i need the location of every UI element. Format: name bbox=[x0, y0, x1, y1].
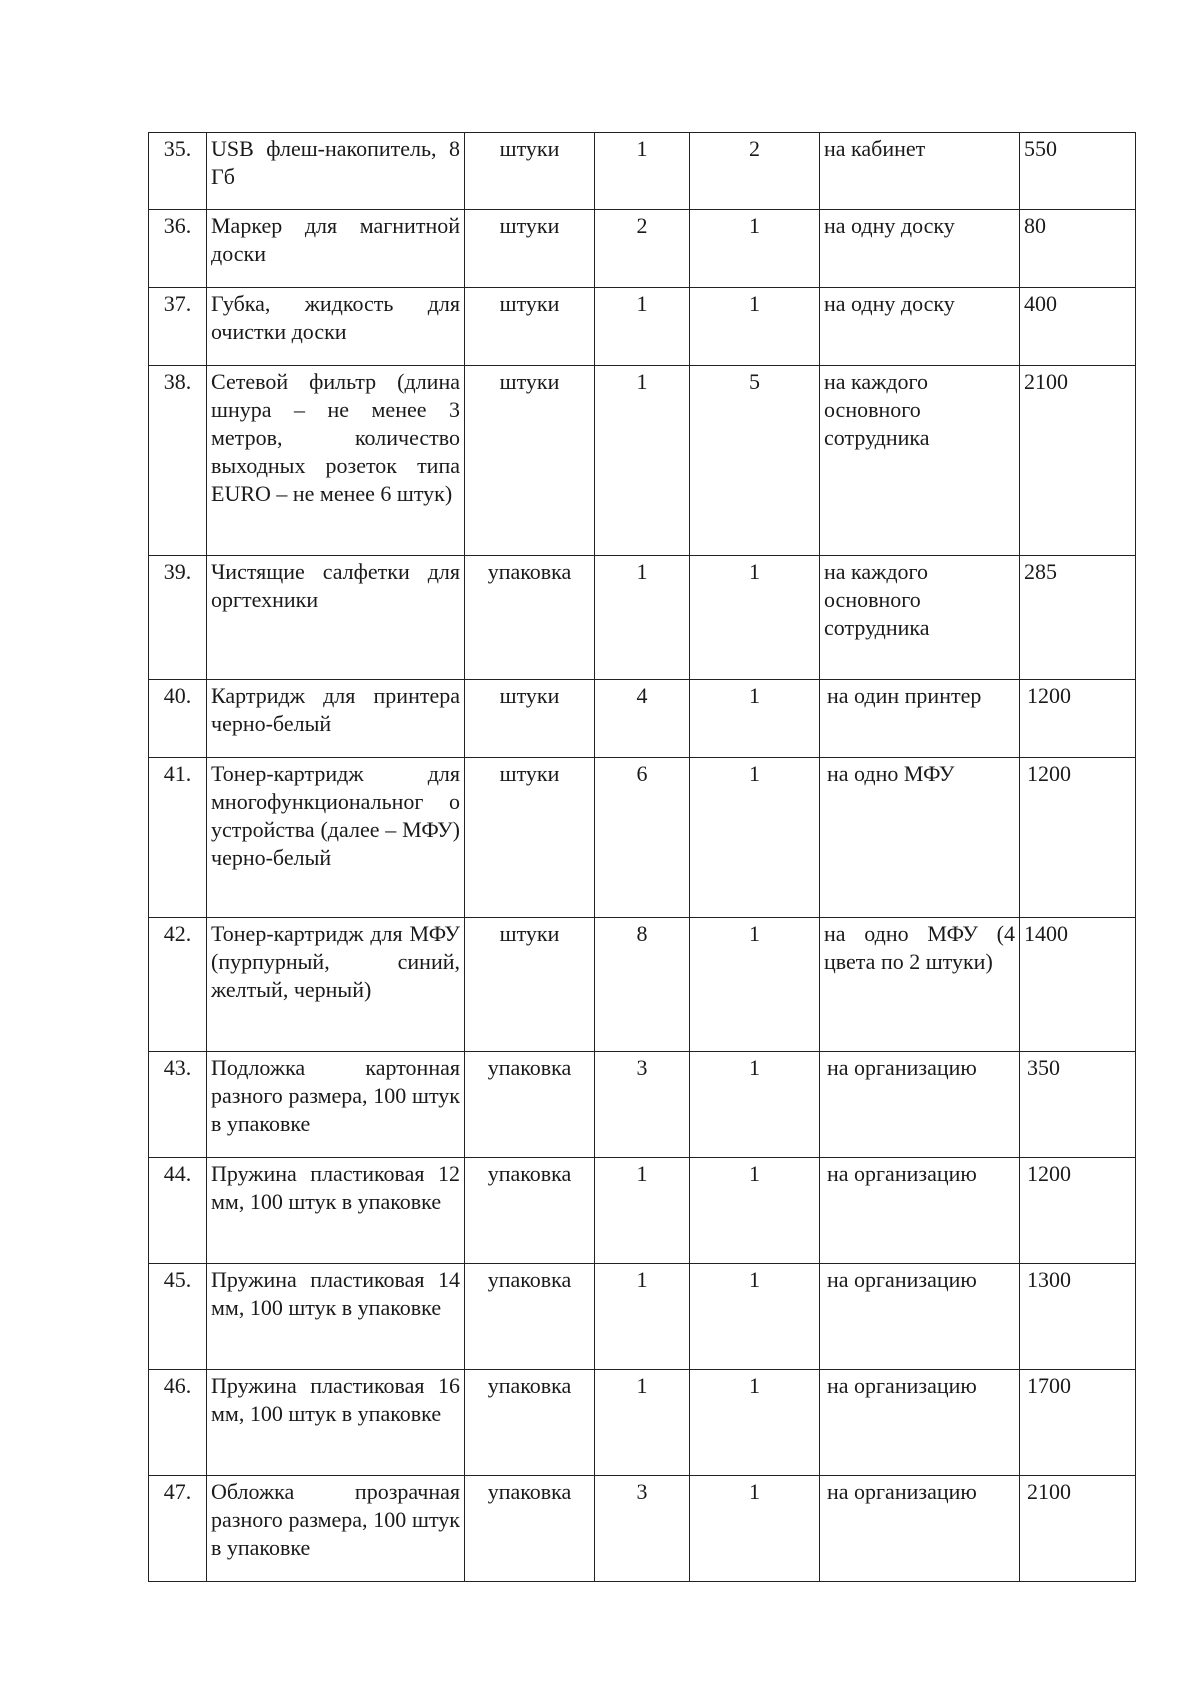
item-price: 350 bbox=[1020, 1052, 1136, 1158]
item-norm: на организацию bbox=[820, 1052, 1020, 1158]
item-unit: штуки bbox=[465, 918, 595, 1052]
table-row bbox=[149, 288, 1136, 366]
item-name: Тонер-картридж для многофункциональног о устройства (далее – МФУ) черно-белый bbox=[207, 758, 465, 918]
item-term: 1 bbox=[690, 1052, 820, 1158]
table-row bbox=[149, 1476, 1136, 1582]
table-row bbox=[149, 680, 1136, 758]
item-unit: штуки bbox=[465, 288, 595, 366]
row-number: 36. bbox=[149, 210, 207, 288]
item-name: Губка, жидкость для очистки доски bbox=[207, 288, 465, 366]
table-row bbox=[149, 1264, 1136, 1370]
item-unit: упаковка bbox=[465, 556, 595, 680]
item-term: 1 bbox=[690, 210, 820, 288]
item-unit: штуки bbox=[465, 210, 595, 288]
item-quantity: 2 bbox=[595, 210, 690, 288]
row-number: 41. bbox=[149, 758, 207, 918]
item-name: Тонер-картридж для МФУ (пурпурный, синий, желтый, черный) bbox=[207, 918, 465, 1052]
item-unit: упаковка bbox=[465, 1158, 595, 1264]
item-unit: упаковка bbox=[465, 1476, 595, 1582]
item-name: Маркер для магнитной доски bbox=[207, 210, 465, 288]
item-name: Обложка прозрачная разного размера, 100 штук в упаковке bbox=[207, 1476, 465, 1582]
row-number: 38. bbox=[149, 366, 207, 556]
item-name: Пружина пластиковая 12 мм, 100 штук в упаковке bbox=[207, 1158, 465, 1264]
row-number: 39. bbox=[149, 556, 207, 680]
item-name: Подложка картонная разного размера, 100 штук в упаковке bbox=[207, 1052, 465, 1158]
row-number: 45. bbox=[149, 1264, 207, 1370]
table-row bbox=[149, 556, 1136, 680]
table-row bbox=[149, 1052, 1136, 1158]
item-price: 550 bbox=[1020, 133, 1136, 210]
table-row bbox=[149, 366, 1136, 556]
row-number: 47. bbox=[149, 1476, 207, 1582]
item-price: 2100 bbox=[1020, 366, 1136, 556]
item-quantity: 1 bbox=[595, 1370, 690, 1476]
item-quantity: 3 bbox=[595, 1476, 690, 1582]
item-quantity: 6 bbox=[595, 758, 690, 918]
item-price: 400 bbox=[1020, 288, 1136, 366]
item-norm: на один принтер bbox=[820, 680, 1020, 758]
item-norm: на одно МФУ (4 цвета по 2 штуки) bbox=[820, 918, 1020, 1052]
item-term: 2 bbox=[690, 133, 820, 210]
item-norm: на организацию bbox=[820, 1264, 1020, 1370]
item-price: 1200 bbox=[1020, 1158, 1136, 1264]
item-price: 1700 bbox=[1020, 1370, 1136, 1476]
table-row bbox=[149, 918, 1136, 1052]
table-row bbox=[149, 1370, 1136, 1476]
item-term: 1 bbox=[690, 1370, 820, 1476]
table-row bbox=[149, 210, 1136, 288]
item-quantity: 1 bbox=[595, 288, 690, 366]
item-unit: упаковка bbox=[465, 1370, 595, 1476]
row-number: 46. bbox=[149, 1370, 207, 1476]
item-term: 1 bbox=[690, 556, 820, 680]
table-row bbox=[149, 133, 1136, 210]
item-norm: на каждого основного сотрудника bbox=[820, 556, 1020, 680]
item-norm: на организацию bbox=[820, 1370, 1020, 1476]
item-name: Сетевой фильтр (длина шнура – не менее 3 метров, количество выходных розеток типа EURO – не менее 6 штук) bbox=[207, 366, 465, 556]
item-unit: штуки bbox=[465, 758, 595, 918]
row-number: 40. bbox=[149, 680, 207, 758]
item-unit: упаковка bbox=[465, 1264, 595, 1370]
item-unit: упаковка bbox=[465, 1052, 595, 1158]
item-price: 1300 bbox=[1020, 1264, 1136, 1370]
item-norm: на организацию bbox=[820, 1476, 1020, 1582]
table-row bbox=[149, 758, 1136, 918]
item-price: 1200 bbox=[1020, 758, 1136, 918]
item-term: 1 bbox=[690, 918, 820, 1052]
item-quantity: 1 bbox=[595, 1264, 690, 1370]
item-quantity: 1 bbox=[595, 133, 690, 210]
item-price: 1400 bbox=[1020, 918, 1136, 1052]
supplies-table bbox=[148, 132, 1136, 1582]
item-price: 1200 bbox=[1020, 680, 1136, 758]
item-name: Чистящие салфетки для оргтехники bbox=[207, 556, 465, 680]
item-quantity: 4 bbox=[595, 680, 690, 758]
item-quantity: 8 bbox=[595, 918, 690, 1052]
item-name: Пружина пластиковая 16 мм, 100 штук в упаковке bbox=[207, 1370, 465, 1476]
item-norm: на одну доску bbox=[820, 210, 1020, 288]
item-quantity: 1 bbox=[595, 556, 690, 680]
item-term: 1 bbox=[690, 758, 820, 918]
item-term: 1 bbox=[690, 680, 820, 758]
item-unit: штуки bbox=[465, 133, 595, 210]
table-row bbox=[149, 1158, 1136, 1264]
item-price: 285 bbox=[1020, 556, 1136, 680]
item-price: 80 bbox=[1020, 210, 1136, 288]
item-term: 1 bbox=[690, 1264, 820, 1370]
item-norm: на одно МФУ bbox=[820, 758, 1020, 918]
item-norm: на организацию bbox=[820, 1158, 1020, 1264]
row-number: 44. bbox=[149, 1158, 207, 1264]
item-price: 2100 bbox=[1020, 1476, 1136, 1582]
item-unit: штуки bbox=[465, 366, 595, 556]
item-name: USB флеш-накопитель, 8 Гб bbox=[207, 133, 465, 210]
item-name: Пружина пластиковая 14 мм, 100 штук в упаковке bbox=[207, 1264, 465, 1370]
item-norm: на одну доску bbox=[820, 288, 1020, 366]
row-number: 43. bbox=[149, 1052, 207, 1158]
item-term: 5 bbox=[690, 366, 820, 556]
row-number: 37. bbox=[149, 288, 207, 366]
item-norm: на кабинет bbox=[820, 133, 1020, 210]
item-quantity: 1 bbox=[595, 1158, 690, 1264]
item-term: 1 bbox=[690, 1476, 820, 1582]
row-number: 35. bbox=[149, 133, 207, 210]
item-unit: штуки bbox=[465, 680, 595, 758]
item-quantity: 3 bbox=[595, 1052, 690, 1158]
item-term: 1 bbox=[690, 1158, 820, 1264]
item-name: Картридж для принтера черно-белый bbox=[207, 680, 465, 758]
item-term: 1 bbox=[690, 288, 820, 366]
row-number: 42. bbox=[149, 918, 207, 1052]
item-norm: на каждого основного сотрудника bbox=[820, 366, 1020, 556]
item-quantity: 1 bbox=[595, 366, 690, 556]
